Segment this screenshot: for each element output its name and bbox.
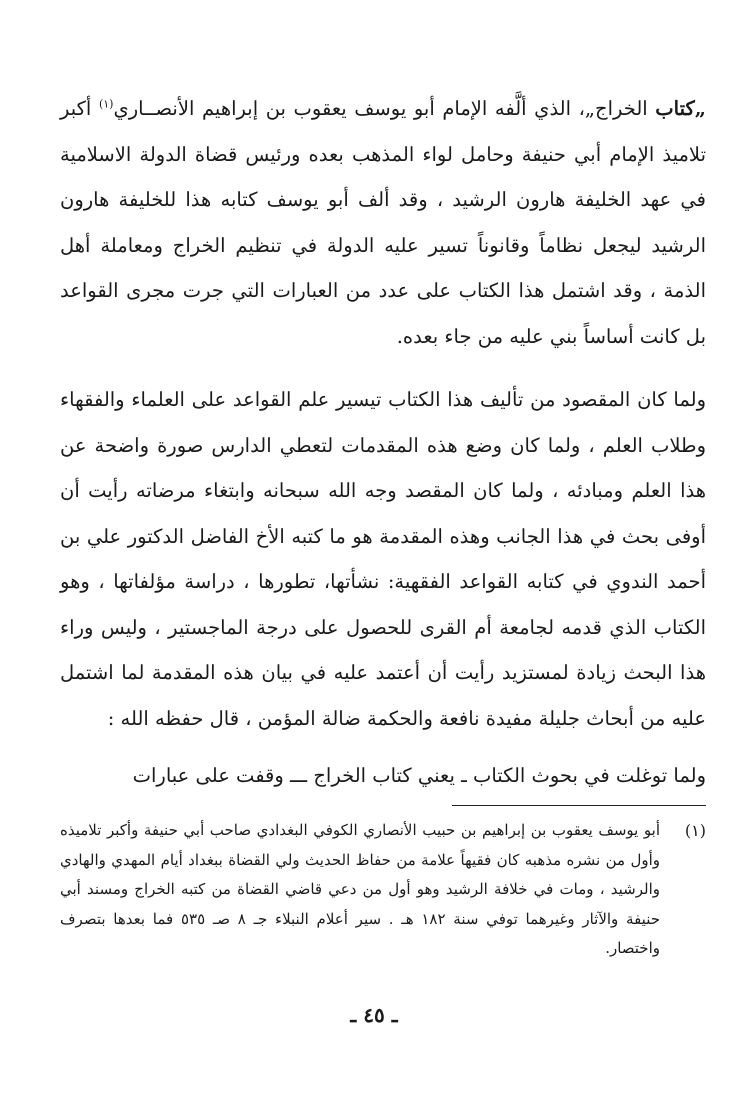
paragraph-1 — [60, 86, 706, 359]
paragraph-2: ولما كان المقصود من تأليف هذا الكتاب تيسير علم القواعد على العلماء والفقهاء وطلاب العلم ، ولما كان وضع هذه المقدمات لتعطي الدارس صورة واضحة عن هذا العلم ومبادئه ، ولما كان المقصد وجه الله سبحانه وابتغاء مرضاته رأيت أن أوفى بحث في هذا الجانب وهذه المقدمة هو ما كتبه الأخ الفاضل الدكتور علي بن أحمد الندوي في كتابه القواعد الفقهية: نشأتها، تطورها ، دراسة مؤلفاتها ، وهو الكتاب الذي قدمه لجامعة أم القرى للحصول على درجة الماجستير ، وليس وراء هذا البحث زيادة لمستزيد رأيت أن أعتمد عليه في بيان هذه المقدمة لما اشتمل عليه من أبحاث جليلة مفيدة نافعة والحكمة ضالة المؤمن ، قال حفظه الله : — [60, 388, 706, 730]
book-title-lead: „كتاب — [655, 97, 706, 120]
footnote — [60, 816, 706, 964]
paragraph-1-body: أكبر تلاميذ الإمام أبي حنيفة وحامل لواء المذهب بعده ورئيس قضاة الدولة الاسلامية في عهد الخليفة هارون الرشيد ، وقد ألف أبو يوسف كتابه هذا للخليفة هارون الرشيد ليجعل نظاماً وقانوناً تسير عليه الدولة في تنظيم الخراج ومعاملة أهل الذمة ، وقد اشتمل هذا الكتاب على عدد من العبارات التي جرت مجرى القواعد بل كانت أساساً بني عليه من جاء بعده. — [60, 97, 706, 348]
footnote-separator — [452, 805, 706, 806]
footnote-text: أبو يوسف يعقوب بن إبراهيم بن حبيب الأنصاري الكوفي البغدادي صاحب أبي حنيفة وأكبر تلاميذه وأول من نشره مذهبه كان فقيهاً علامة من حفاظ الحديث ولي القضاة ببغداد أيام المهدي والهادي والرشيد ، ومات في خلافة الرشيد وهو أول من دعي قاضي القضاة من كتبه الخراج ومسند أبي حنيفة والآثار وغيرهما توفي سنة ١٨٢ هـ . سير أعلام النبلاء جـ ٨ صـ ٥٣٥ فما بعدها بتصرف واختصار. — [60, 821, 660, 958]
footnote-number: (١) — [684, 821, 706, 840]
paragraph-1-opening: الخراج„، الذي ألَّفه الإمام أبو يوسف يعقوب بن إبراهيم الأنصــاري — [113, 97, 648, 120]
paragraph-3: ولما توغلت في بحوث الكتاب ـ يعني كتاب الخراج ـــ وقفت على عبارات — [132, 764, 706, 787]
page-number: ـ ٤٥ ـ — [350, 1003, 398, 1027]
footnote-reference: (١) — [98, 97, 114, 111]
main-text — [60, 86, 706, 799]
